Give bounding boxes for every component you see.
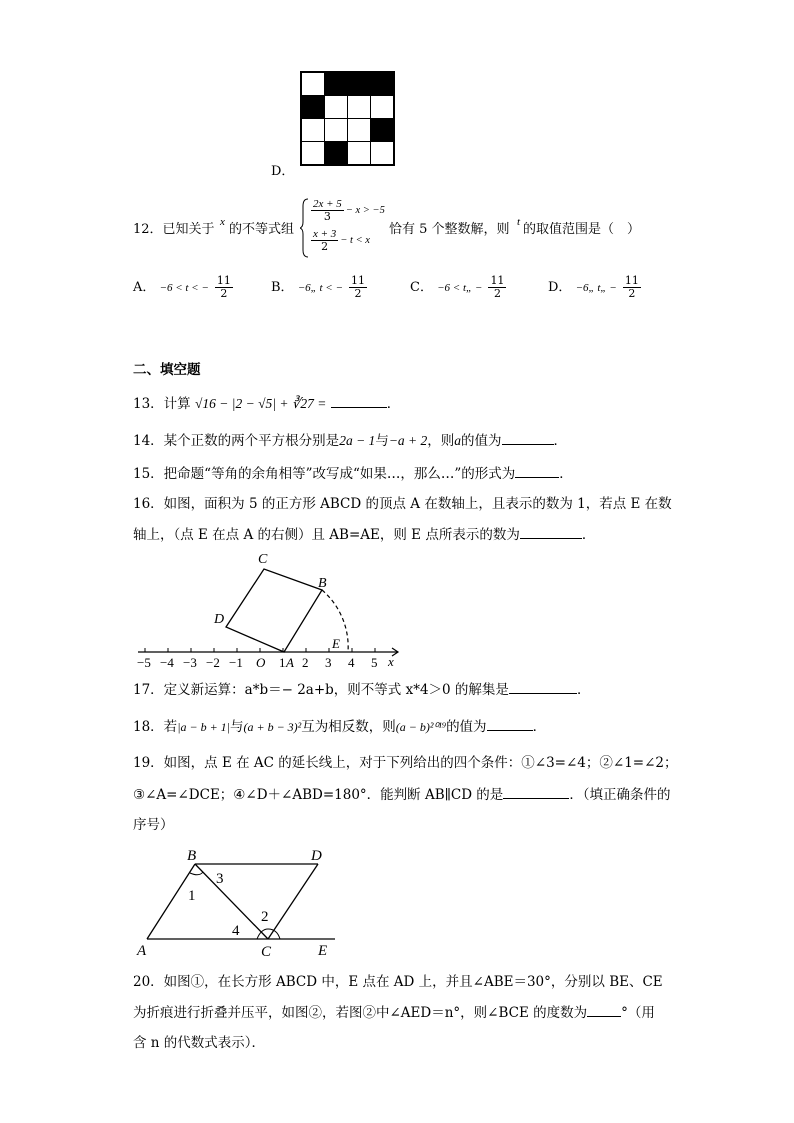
q18-expr2: (a + b − 3)² (243, 720, 302, 734)
axis-tick-label: −5 (137, 655, 151, 670)
q12-ineq2-rest: − t < x (340, 235, 370, 246)
grid-cell-empty (301, 119, 325, 142)
q14-prefix: 14．某个正数的两个平方根分别是 (133, 433, 340, 449)
q20-line2 (133, 1002, 655, 1023)
option-num: 11 (216, 274, 231, 287)
option-expr: −6„ t < − (297, 282, 343, 294)
q14-expr1: 2a − 1 (339, 433, 376, 448)
q14-var: a (454, 433, 462, 448)
q12-ineq2-den: 2 (321, 240, 329, 253)
option-num: 11 (624, 274, 639, 287)
q18-expr1: |a − b + 1| (177, 720, 230, 734)
q14-end: ． (553, 433, 568, 449)
q14-expr2: −a + 2 (388, 433, 428, 448)
q19-line2-text: ③∠A=∠DCE；④∠D＋∠ABD=180°．能判断 AB∥CD 的是 (133, 787, 504, 803)
grid-cell-empty (301, 72, 325, 96)
q12-var-t: t (517, 216, 521, 228)
q12-ineq2-num: x + 3 (313, 228, 337, 240)
q19-figure (135, 843, 345, 961)
grid-cell-empty (348, 142, 371, 166)
option-den: 2 (628, 287, 636, 300)
q18-mid: 与 (229, 719, 244, 735)
q20-line2-end: °（用 (621, 1005, 655, 1021)
option-den: 2 (493, 287, 501, 300)
grid-cell-filled (371, 119, 395, 142)
q15-question (133, 463, 573, 484)
q15-end: ． (559, 466, 573, 482)
q13-expr: √16 − |2 − √5| + ∛27 = (194, 396, 327, 411)
label-d: D (311, 848, 322, 864)
line-cd (268, 864, 318, 939)
q18-mid2: 互为相反数，则 (301, 719, 396, 735)
label-a: A (137, 943, 147, 959)
q15-answer-blank[interactable] (515, 463, 559, 478)
label-4: 4 (232, 923, 240, 939)
axis-tick-label: 1 (279, 655, 286, 670)
axis-tick-label: −1 (229, 655, 243, 670)
q16-line2-text: 轴上，（点 E 在点 A 的右侧）且 AB=AE，则 E 点所表示的数为 (133, 527, 520, 543)
grid-cell-empty (348, 96, 371, 119)
q16-end: ． (581, 527, 596, 543)
q15-text: 15．把命题“等角的余角相等”改写成“如果…，那么…”的形式为 (133, 466, 516, 482)
option-label: A． (133, 280, 156, 295)
q13-answer-blank[interactable] (331, 393, 387, 408)
q14-mid2: ，则 (427, 433, 455, 449)
q13-suffix: ． (386, 396, 401, 412)
option-expr: −6„ t„ − (575, 282, 617, 294)
q17-text: 17．定义新运算：a*b＝− 2a+b，则不等式 x*4＞0 的解集是 (133, 682, 509, 698)
grid-cell-empty (301, 142, 325, 166)
q14-mid: 与 (375, 433, 389, 449)
q14-suffix: 的值为 (461, 433, 502, 449)
q20-answer-blank[interactable] (587, 1002, 621, 1017)
q16-figure (130, 545, 410, 673)
label-b: B (318, 576, 327, 591)
q18-end: ． (532, 719, 547, 735)
q18-prefix: 18．若 (133, 719, 178, 735)
q14-answer-blank[interactable] (502, 430, 554, 445)
axis-tick-label: 3 (325, 655, 332, 670)
axis-ticks (137, 648, 378, 670)
label-2: 2 (261, 909, 269, 925)
option-label: B． (271, 280, 294, 295)
grid-cell-empty (371, 96, 395, 119)
q12-ineq1-den: 3 (323, 210, 331, 223)
q11-option-d-grid (300, 71, 395, 166)
section-title-fill-in: 二、填空题 (133, 362, 201, 378)
q12-ineq1-rest: − x > −5 (345, 205, 385, 216)
grid-cell-empty (325, 96, 348, 119)
axis-tick-label: −3 (183, 655, 197, 670)
q19-line2-end: ．（填正确条件的 (569, 787, 671, 803)
q19-line3: 序号） (133, 817, 174, 833)
q12-option-a[interactable] (133, 275, 235, 300)
label-a: A (286, 655, 294, 670)
option-num: 11 (351, 274, 366, 287)
square-abcd (226, 569, 322, 652)
q12-ineq1-num: 2x + 5 (313, 198, 342, 210)
q19-answer-blank[interactable] (503, 784, 569, 799)
label-3: 3 (216, 871, 224, 887)
axis-tick-label: 4 (348, 655, 355, 670)
option-expr: −6 < t„ − (437, 282, 483, 294)
label-d: D (214, 612, 225, 627)
option-label: C． (410, 280, 433, 295)
q12-prefix: 12．已知关于 (133, 222, 215, 237)
grid-cell-filled (325, 72, 348, 96)
q17-end: ． (576, 682, 591, 698)
q12-suffix2: 的取值范围是（ ） (523, 222, 641, 237)
grid-cell-filled (348, 72, 371, 96)
q18-suffix: 的值为 (446, 719, 487, 735)
label-1: 1 (188, 888, 196, 904)
grid-cell-filled (371, 72, 395, 96)
q19-line2 (133, 784, 671, 805)
q20-line2-text: 为折痕进行折叠并压平，如图②，若图②中∠AED＝n°，则∠BCE 的度数为 (133, 1005, 588, 1021)
q20-line3: 含 n 的代数式表示）． (133, 1035, 266, 1051)
label-e: E (332, 636, 340, 651)
axis-tick-label: 5 (371, 655, 378, 670)
q16-line1: 16．如图，面积为 5 的正方形 ABCD 的顶点 A 在数轴上，且表示的数为 1，若点 E 在数 (133, 496, 672, 512)
option-expr: −6 < t < − (159, 282, 209, 294)
q16-answer-blank[interactable] (520, 524, 582, 539)
axis-tick-label: O (256, 655, 266, 670)
q19-line1: 19．如图，点 E 在 AC 的延长线上，对于下列给出的四个条件：①∠3=∠4；②∠1=∠2； (133, 755, 678, 771)
q17-answer-blank[interactable] (509, 679, 577, 694)
grid-cell-empty (348, 119, 371, 142)
grid-cell-filled (325, 142, 348, 166)
grid-cell-filled (301, 96, 325, 119)
axis-tick-label: −4 (160, 655, 174, 670)
q12-var-x: x (220, 216, 225, 228)
q12-suffix1: 恰有 5 个整数解，则 (389, 222, 510, 237)
label-b: B (187, 848, 197, 864)
q12-option-d[interactable] (548, 275, 643, 300)
grid-cell-empty (371, 142, 395, 166)
q13-prefix: 13．计算 (133, 396, 191, 412)
option-den: 2 (220, 287, 228, 300)
option-den: 2 (354, 287, 362, 300)
q12-option-b[interactable] (271, 275, 369, 300)
label-e: E (318, 943, 328, 959)
option-label: D． (548, 280, 572, 295)
label-c: C (258, 552, 268, 567)
q20-line1: 20．如图①，在长方形 ABCD 中，E 点在 AD 上，并且∠ABE＝30°，分别以 BE、CE (133, 974, 663, 990)
q18-answer-blank[interactable] (487, 716, 533, 731)
q13-question (133, 393, 400, 414)
q18-question (133, 716, 546, 737)
grid-cell-empty (325, 119, 348, 142)
label-x: x (388, 654, 394, 669)
q12-ineq1 (309, 198, 385, 223)
axis-tick-label: −2 (206, 655, 220, 670)
q12-ineq2 (309, 228, 370, 253)
q12-option-c[interactable] (410, 275, 508, 300)
axis-tick-label: 2 (302, 655, 309, 670)
label-c: C (261, 944, 272, 960)
q17-question (133, 679, 590, 700)
q11-option-d-label: D． (271, 164, 295, 179)
q16-line2 (133, 524, 595, 545)
angle-arc-b (190, 872, 203, 875)
q18-expr3: (a − b)²⁰¹⁹ (395, 720, 447, 734)
option-num: 11 (490, 274, 505, 287)
q14-question (133, 430, 567, 451)
q12-mid: 的不等式组 (229, 222, 295, 237)
